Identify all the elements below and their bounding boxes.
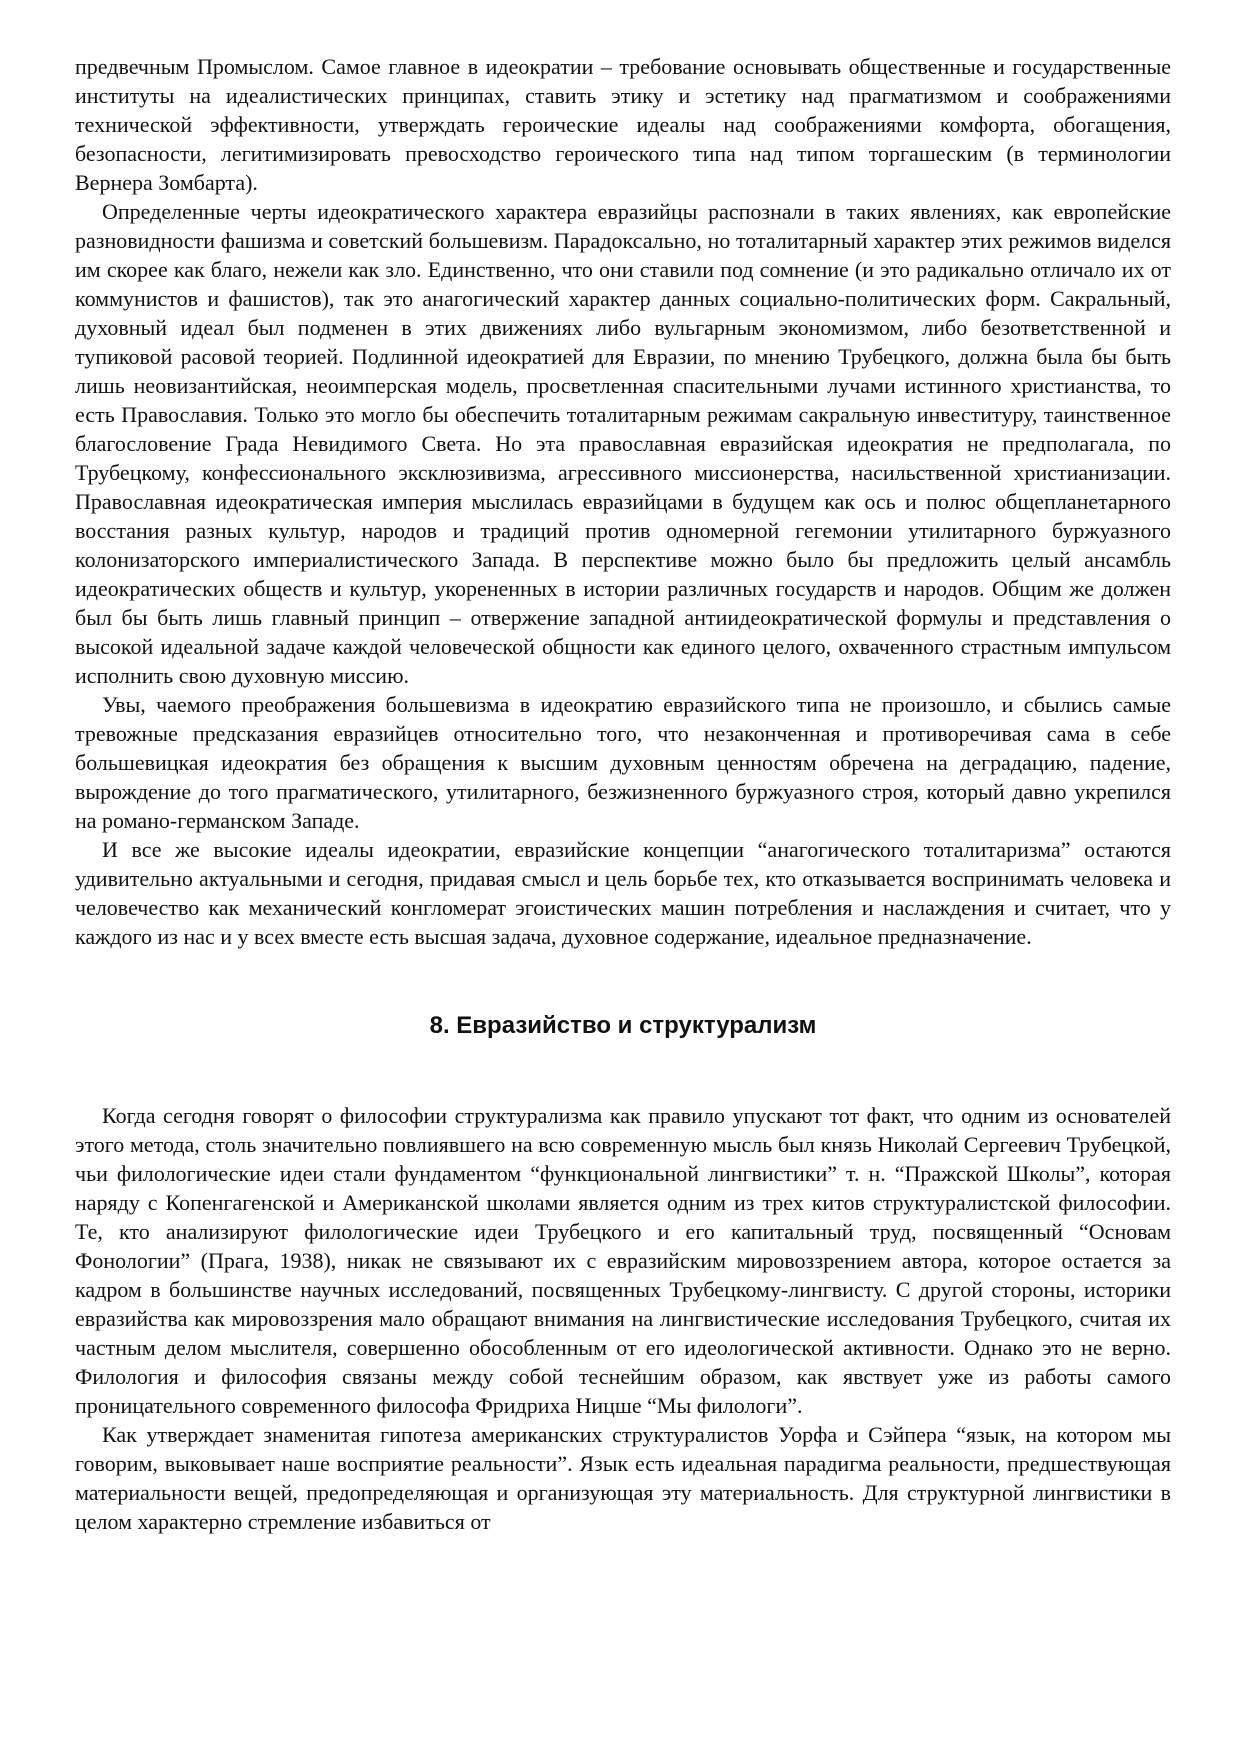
paragraph-3: Увы, чаемого преображения большевизма в идеократию евразийского типа не произошло, и сбылись самые тревожные предсказания евразийцев относительно того, что незаконченная и противоречивая сама в себе большевицкая идеократия без обращения к высшим духовным ценностям обречена на деградацию, падение, вырождение до того прагматического, утилитарного, безжизненного буржуазного строя, который давно укрепился на романо-германском Западе. bbox=[75, 692, 1171, 833]
section-heading: 8. Евразийство и структурализм bbox=[429, 1012, 817, 1039]
paragraph-5: Когда сегодня говорят о философии структурализма как правило упускают тот факт, что одним из основателей этого метода, столь значительно повлиявшего на всю современную мысль был князь Николай Сергеевич Трубецкой, чьи филологические идеи стали фундаментом “функциональной лингвистики” т. н. “Пражской Школы”, которая наряду с Копенгагенской и Американской школами является одним из трех китов структуралистской философии. Те, кто анализируют филологические идеи Трубецкого и его капитальный труд, посвященный “Основам Фонологии” (Прага, 1938), никак не связывают их с евразийским мировоззрением автора, которое остается за кадром в большинстве научных исследований, посвященных Трубецкому-лингвисту. С другой стороны, историки евразийства как мировоззрения мало обращают внимания на лингвистические исследования Трубецкого, считая их частным делом мыслителя, совершенно обособленным от его идеологической активности. Однако это не верно. Филология и философия связаны между собой теснейшим образом, как явствует уже из работы самого проницательного современного философа Фридриха Ницше “Мы филологи”. bbox=[75, 1103, 1171, 1418]
paragraph-2: Определенные черты идеократического характера евразийцы распознали в таких явлениях, как европейские разновидности фашизма и советский большевизм. Парадоксально, но тоталитарный характер этих режимов виделся им скорее как благо, нежели как зло. Единственно, что они ставили под сомнение (и это радикально отличало их от коммунистов и фашистов), так это анагогический характер данных социально-политических форм. Сакральный, духовный идеал был подменен в этих движениях либо вульгарным экономизмом, либо безответственной и тупиковой расовой теорией. Подлинной идеократией для Евразии, по мнению Трубецкого, должна была бы быть лишь неовизантийская, неоимперская модель, просветленная спасительными лучами истинного христианства, то есть Православия. Только это могло бы обеспечить тоталитарным режимам сакральную инвеституру, таинственное благословение Града Невидимого Света. Но эта православная евразийская идеократия не предполагала, по Трубецкому, конфессионального эксклюзивизма, агрессивного миссионерства, насильственной христианизации. Православная идеократическая империя мыслилась евразийцами в будущем как ось и полюс общепланетарного восстания разных культур, народов и традиций против одномерной гегемонии утилитарного буржуазного колонизаторского империалистического Запада. В перспективе можно было бы предложить целый ансамбль идеократических обществ и культур, укорененных в истории различных государств и народов. Общим же должен был бы быть лишь главный принцип – отвержение западной антиидеократической формулы и представления о высокой идеальной задаче каждой человеческой общности как единого целого, охваченного страстным импульсом исполнить свою духовную миссию. bbox=[75, 199, 1171, 688]
paragraph-6: Как утверждает знаменитая гипотеза американских структуралистов Уорфа и Сэйпера “язык, на котором мы говорим, выковывает наше восприятие реальности”. Язык есть идеальная парадигма реальности, предшествующая материальности вещей, предопределяющая и организующая эту материальность. Для структурной лингвистики в целом характерно стремление избавиться от bbox=[75, 1422, 1171, 1534]
paragraph-1: предвечным Промыслом. Самое главное в идеократии – требование основывать общественные и государственные институты на идеалистических принципах, ставить этику и эстетику над прагматизмом и соображениями технической эффективности, утверждать героические идеалы над соображениями комфорта, обогащения, безопасности, легитимизировать превосходство героического типа над типом торгашеским (в терминологии Вернера Зомбарта). bbox=[75, 54, 1171, 195]
document-page bbox=[75, 52, 1171, 1536]
paragraph-4: И все же высокие идеалы идеократии, евразийские концепции “анагогического тоталитаризма” остаются удивительно актуальными и сегодня, придавая смысл и цель борьбе тех, кто отказывается воспринимать человека и человечество как механический конгломерат эгоистических машин потребления и наслаждения и считает, что у каждого из нас и у всех вместе есть высшая задача, духовное содержание, идеальное предназначение. bbox=[75, 837, 1171, 949]
